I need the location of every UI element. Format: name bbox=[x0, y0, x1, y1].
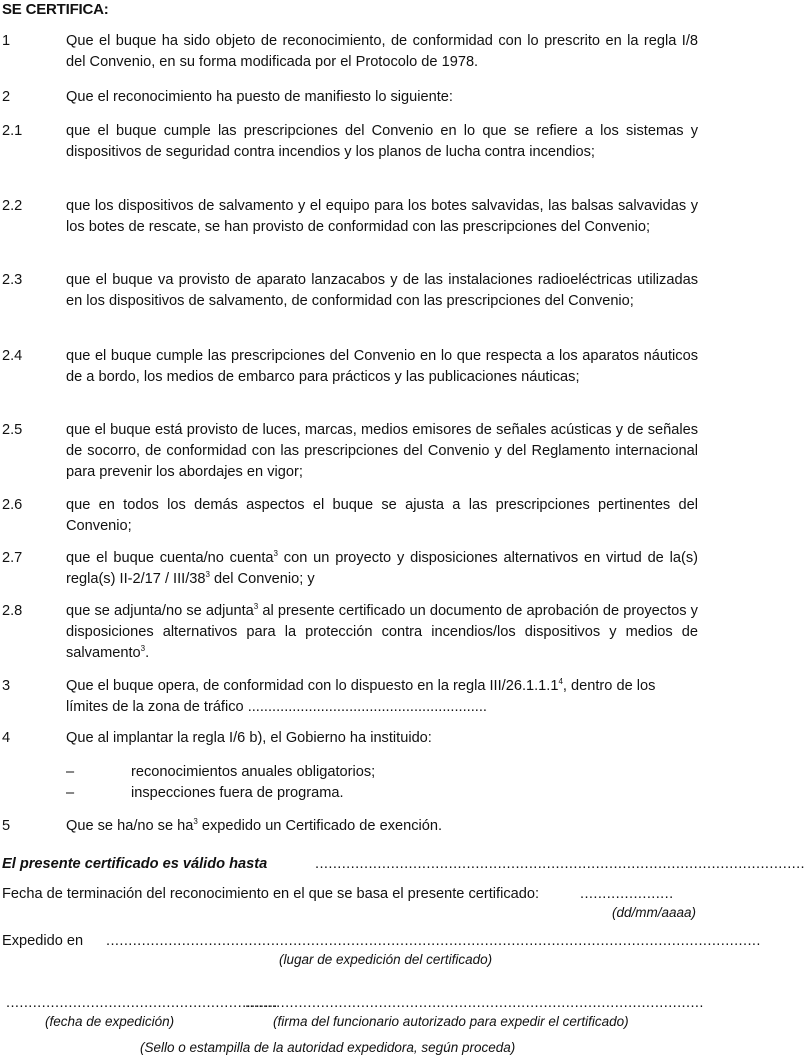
clause-4 bbox=[2, 728, 698, 749]
clause-2 bbox=[2, 87, 698, 108]
clause-text: Que el reconocimiento ha puesto de manifiesto lo siguiente: bbox=[66, 89, 453, 105]
bullet-text: inspecciones fuera de programa. bbox=[131, 785, 344, 801]
bullet-item bbox=[2, 762, 698, 782]
clause-text-part: del Convenio; y bbox=[209, 571, 315, 587]
section-heading: SE CERTIFICA: bbox=[2, 1, 109, 18]
clause-number: 2.8 bbox=[2, 603, 23, 619]
clause-text bbox=[66, 548, 698, 590]
clause-number: 2 bbox=[2, 89, 11, 105]
footnote-ref: 3 bbox=[205, 570, 210, 580]
dash-bullet: – bbox=[66, 764, 75, 780]
clause-2-6 bbox=[2, 495, 698, 537]
clause-number: 2.3 bbox=[2, 272, 23, 288]
clause-text bbox=[66, 601, 698, 664]
clause-text-part: con un proyecto y disposiciones alternativos en virtud de la(s) regla(s) II-2/17 / III/38 bbox=[66, 550, 698, 587]
clause-text-part: que el buque cuenta/no cuenta bbox=[66, 550, 274, 566]
clause-text-part: . bbox=[145, 645, 150, 661]
signature-field[interactable]: ....................................................................................................... bbox=[245, 995, 704, 1011]
clause-text-part: Que el buque opera, de conformidad con lo dispuesto en la regla III/26.1.1.1 bbox=[66, 678, 559, 694]
bullet-text: reconocimientos anuales obligatorios; bbox=[131, 764, 376, 780]
footnote-ref: 3 bbox=[193, 817, 198, 827]
clause-number: 2.4 bbox=[2, 348, 23, 364]
clause-text-part: al presente certificado un documento de aprobación de proyectos y disposiciones alternativos para la protección contra incendios/los dispositivos y medios de salvamento bbox=[66, 603, 698, 661]
clause-text: que el buque cumple las prescripciones del Convenio en lo que respecta a los aparatos náuticos de a bordo, los medios de embarco para prácticos y las publicaciones náuticas; bbox=[66, 348, 698, 385]
completion-label: Fecha de terminación del reconocimiento en el que se basa el presente certificado: bbox=[2, 886, 540, 902]
validity-row bbox=[2, 854, 805, 874]
clause-2-3 bbox=[2, 270, 698, 312]
clause-text: que el buque va provisto de aparato lanzacabos y de las instalaciones radioeléctricas utilizadas en los dispositivos de salvamento, de conformidad con las prescripciones del Convenio; bbox=[66, 272, 698, 309]
clause-number: 3 bbox=[2, 678, 11, 694]
completion-row bbox=[2, 884, 698, 904]
footnote-ref: 3 bbox=[140, 644, 146, 654]
clause-text: que los dispositivos de salvamento y el equipo para los botes salvavidas, las balsas salvavidas y los botes de rescate, se han provisto de conformidad con las prescripciones del Convenio; bbox=[66, 198, 698, 235]
clause-number: 5 bbox=[2, 818, 11, 834]
clause-text bbox=[66, 816, 698, 837]
clause-text bbox=[66, 676, 698, 718]
signature-caption: (firma del funcionario autorizado para expedir el certificado) bbox=[273, 1014, 629, 1029]
clause-1 bbox=[2, 31, 698, 73]
clause-2-7 bbox=[2, 548, 698, 590]
clause-number: 2.5 bbox=[2, 422, 23, 438]
validity-date-field[interactable]: .............................................................................................................. bbox=[315, 856, 805, 872]
issued-place-field[interactable]: ................................................................................................................................................... bbox=[106, 933, 761, 949]
footnote-ref: 4 bbox=[558, 677, 563, 687]
issue-date-field[interactable]: ............................................................. bbox=[6, 995, 278, 1011]
clause-3 bbox=[2, 676, 698, 718]
footnote-ref: 3 bbox=[253, 602, 259, 612]
clause-number: 1 bbox=[2, 33, 11, 49]
issued-label: Expedido en bbox=[2, 933, 84, 949]
issued-place-caption: (lugar de expedición del certificado) bbox=[279, 952, 493, 967]
footnote-ref: 3 bbox=[273, 549, 278, 559]
clause-text-part: , dentro de los límites de la zona de tráfico bbox=[66, 678, 656, 715]
clause-text: Que al implantar la regla I/6 b), el Gobierno ha instituido: bbox=[66, 730, 432, 746]
clause-text-part: que se adjunta/no se adjunta bbox=[66, 603, 254, 619]
completion-date-field[interactable]: ..................... bbox=[580, 886, 674, 902]
clause-text: Que el buque ha sido objeto de reconocimiento, de conformidad con lo prescrito en la regla I/8 del Convenio, en su forma modificada por el Protocolo de 1978. bbox=[66, 33, 698, 70]
clause-text-part: Que se ha/no se ha bbox=[66, 818, 194, 834]
clause-2-1 bbox=[2, 121, 698, 163]
dash-bullet: – bbox=[66, 785, 75, 801]
issue-date-caption: (fecha de expedición) bbox=[45, 1014, 175, 1029]
date-format-hint: (dd/mm/aaaa) bbox=[611, 905, 696, 920]
clause-number: 2.6 bbox=[2, 497, 23, 513]
clause-2-8 bbox=[2, 601, 698, 664]
clause-2-4 bbox=[2, 346, 698, 388]
clause-number: 4 bbox=[2, 730, 11, 746]
clause-text: que en todos los demás aspectos el buque se ajusta a las prescripciones pertinentes del Convenio; bbox=[66, 497, 698, 534]
issued-row bbox=[2, 931, 761, 951]
validity-label: El presente certificado es válido hasta bbox=[2, 856, 268, 872]
clause-number: 2.2 bbox=[2, 198, 23, 214]
bullet-item bbox=[2, 783, 698, 803]
clause-number: 2.1 bbox=[2, 123, 23, 139]
clause-text-part: expedido un Certificado de exención. bbox=[197, 818, 443, 834]
clause-text: que el buque cumple las prescripciones del Convenio en lo que se refiere a los sistemas y dispositivos de seguridad contra incendios y los planos de lucha contra incendios; bbox=[66, 123, 698, 160]
clause-5 bbox=[2, 816, 698, 837]
clause-2-5 bbox=[2, 420, 698, 483]
clause-text: que el buque está provisto de luces, marcas, medios emisores de señales acústicas y de señales de socorro, de conformidad con las prescripciones del Convenio y del Reglamento internacional para prevenir los abordajes en vigor; bbox=[66, 422, 698, 480]
clause-2-2 bbox=[2, 196, 698, 238]
traffic-zone-field[interactable]: ........................................................... bbox=[247, 699, 487, 715]
seal-caption: (Sello o estampilla de la autoridad expedidora, según proceda) bbox=[140, 1040, 516, 1055]
clause-number: 2.7 bbox=[2, 550, 23, 566]
